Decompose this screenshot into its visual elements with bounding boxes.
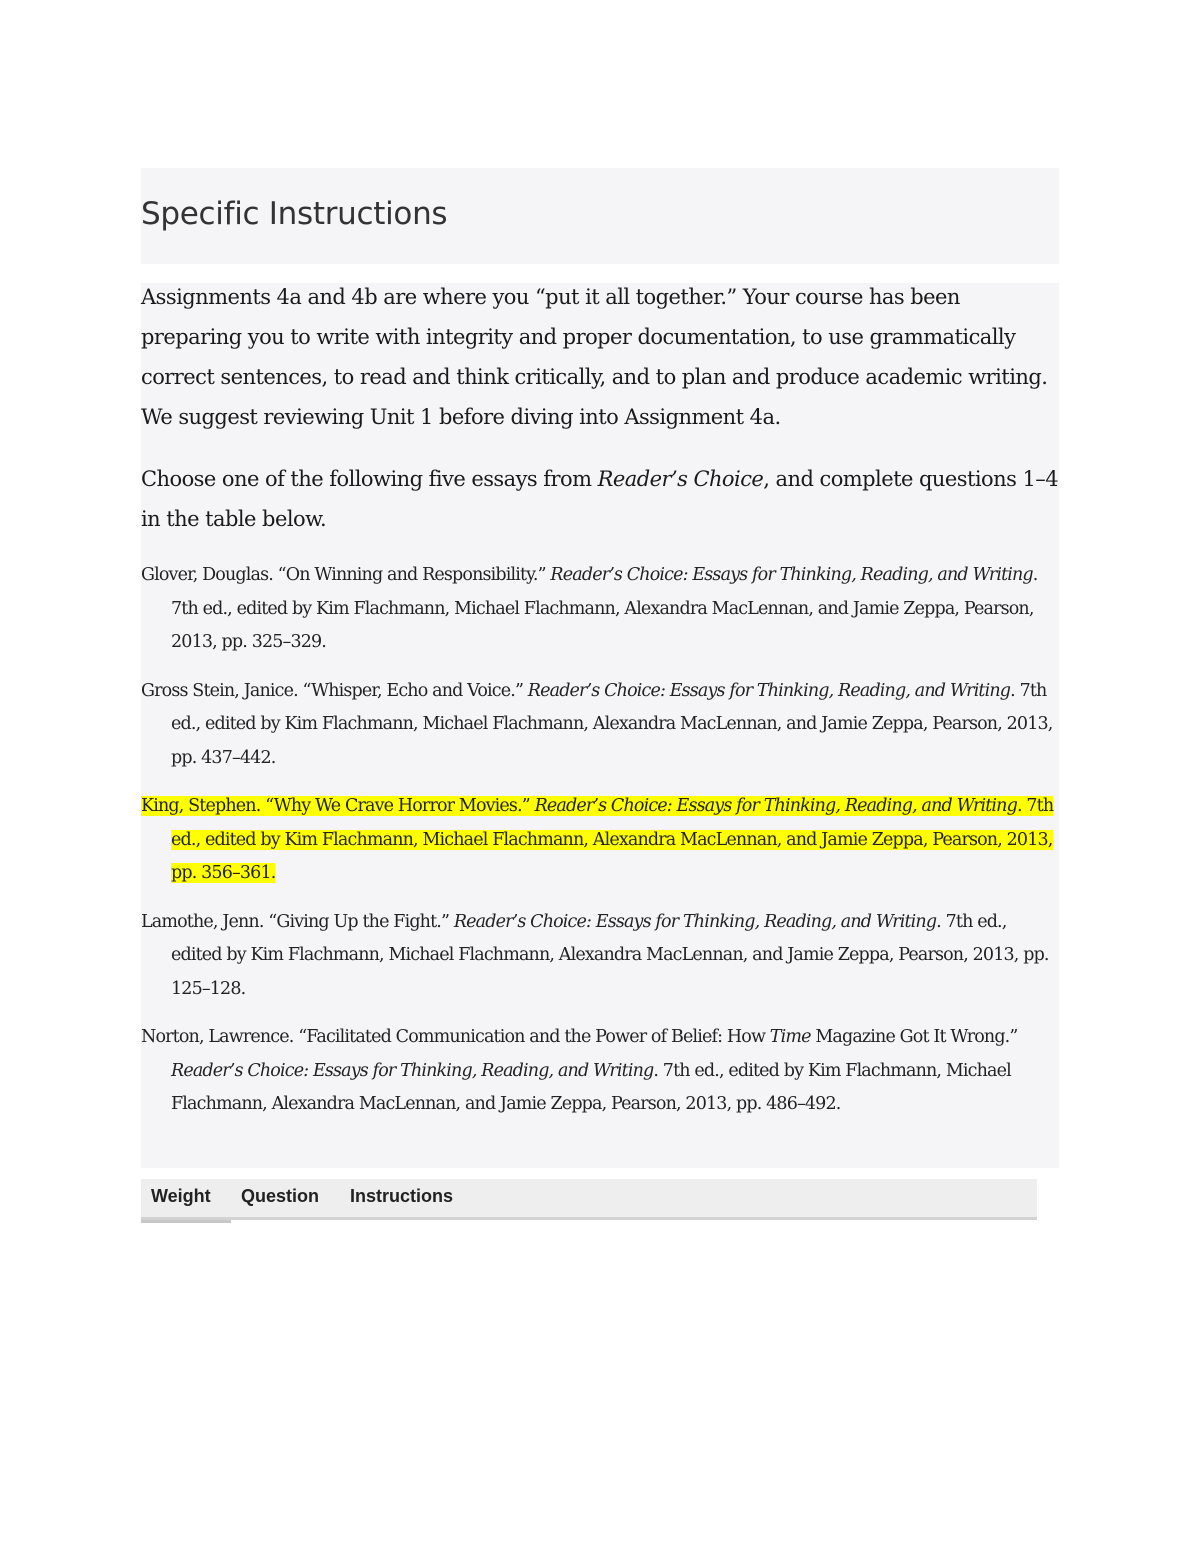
- citation-lamothe: [141, 906, 1059, 1007]
- citation-book: Reader’s Choice: Essays for Thinking, Reading, and Writing: [550, 565, 1033, 585]
- citation-author-title-end: Magazine Got It Wrong.”: [810, 1027, 1018, 1047]
- citation-gross-stein: [141, 675, 1059, 776]
- column-header-question: Question: [241, 1186, 320, 1206]
- page-title: Specific Instructions: [141, 196, 448, 232]
- citation-book: Reader’s Choice: Essays for Thinking, Reading, and Writing: [171, 1060, 654, 1081]
- citation-author-title: Norton, Lawrence. “Facilitated Communication and the Power of Belief: How: [141, 1027, 770, 1047]
- essay-choice-text: Choose one of the following five essays from: [141, 467, 598, 491]
- citation-author-title: Lamothe, Jenn. “Giving Up the Fight.”: [141, 911, 454, 932]
- header-underline: [141, 1220, 231, 1223]
- citation-book: Reader’s Choice: Essays for Thinking, Reading, and Writing: [453, 911, 937, 932]
- citation-book: Reader’s Choice: Essays for Thinking, Reading, and Writing: [527, 680, 1011, 701]
- citation-magazine-title: Time: [769, 1027, 811, 1047]
- citation-details: . 7th ed., edited by Kim Flachmann, Michael Flachmann, Alexandra MacLennan, and Jamie Zeppa, Pearson, 2013, pp. 437–442.: [171, 680, 1053, 768]
- citation-author-title: Glover, Douglas. “On Winning and Responsibility.”: [141, 565, 551, 585]
- essay-choice-paragraph: [141, 459, 1059, 539]
- heading-section: [141, 168, 1059, 264]
- citation-details: . 7th ed., edited by Kim Flachmann, Michael Flachmann, Alexandra MacLennan, and Jamie Zeppa, Pearson, 2013, pp. 325–329.: [171, 565, 1038, 652]
- book-title: Reader’s Choice: [597, 467, 764, 491]
- citation-book: Reader’s Choice: Essays for Thinking, Reading, and Writing: [534, 796, 1017, 816]
- citation-list: [141, 559, 1059, 1137]
- citation-details: . 7th ed., edited by Kim Flachmann, Michael Flachmann, Alexandra MacLennan, and Jamie Zeppa, Pearson, 2013, pp. 356–361.: [171, 796, 1054, 883]
- table-header-row: [141, 1179, 1037, 1220]
- citation-author-title: Gross Stein, Janice. “Whisper, Echo and Voice.”: [141, 680, 528, 701]
- citation-details: . 7th ed., edited by Kim Flachmann, Michael Flachmann, Alexandra MacLennan, and Jamie Zeppa, Pearson, 2013, pp. 486–492.: [171, 1060, 1011, 1114]
- column-header-instructions: Instructions: [350, 1186, 454, 1206]
- instructions-content: [141, 283, 1059, 1168]
- citation-details: . 7th ed., edited by Kim Flachmann, Michael Flachmann, Alexandra MacLennan, and Jamie Zeppa, Pearson, 2013, pp. 125–128.: [171, 911, 1049, 999]
- citation-glover: [141, 559, 1059, 660]
- essay-choice-text-end: , and complete questions 1–4 in the table below.: [141, 467, 1059, 531]
- intro-paragraph: Assignments 4a and 4b are where you “put it all together.” Your course has been preparing you to write with integrity and proper documentation, to use grammatically correct sentences, to read and think critically, and to plan and produce academic writing. We suggest reviewing Unit 1 before diving into Assignment 4a.: [141, 285, 1048, 429]
- citation-author-title: King, Stephen. “Why We Crave Horror Movies.”: [141, 796, 535, 816]
- citation-king-highlighted: [141, 790, 1059, 891]
- column-header-weight: Weight: [151, 1186, 211, 1206]
- citation-norton: [141, 1021, 1059, 1122]
